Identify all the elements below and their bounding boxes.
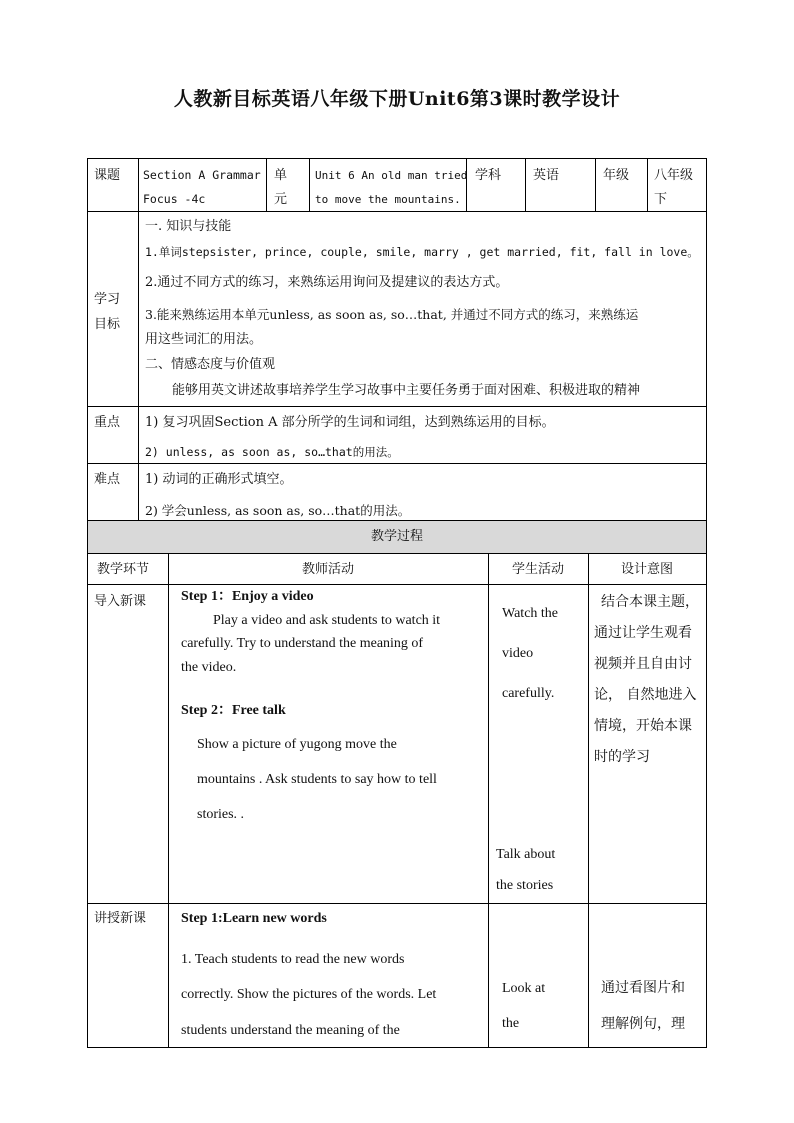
col-stage-header: 教学环节: [97, 562, 150, 577]
row1-step1-line: the video.: [181, 660, 237, 675]
row1-student-line: carefully.: [502, 686, 555, 701]
row1-student-line: Watch the: [502, 606, 559, 621]
row1-student-line: video: [502, 646, 534, 661]
row1-intent-line: 通过让学生观看: [594, 625, 692, 641]
difficulty-line1: 1) 动词的正确形式填空。: [145, 472, 293, 487]
table-line: [138, 158, 139, 520]
key-point-line2: 2) unless, as soon as, so…that的用法。: [145, 445, 399, 459]
row1-student-line: Talk about: [496, 847, 556, 862]
row2-student-line: Look at: [502, 981, 546, 996]
row1-intent-line: 结合本课主题，: [601, 594, 699, 610]
col-intent-header: 设计意图: [620, 562, 673, 577]
grade-value-line2: 下: [654, 192, 668, 207]
row1-step2-line: Show a picture of yugong move the: [197, 737, 397, 752]
col-student-header: 学生活动: [511, 562, 564, 577]
grade-label: 年级: [603, 168, 630, 183]
table-line: [87, 1047, 707, 1048]
table-line: [588, 553, 589, 1047]
table-line: [87, 584, 707, 585]
row1-stage: 导入新课: [94, 594, 147, 609]
objective-line: 2.通过不同方式的练习，来熟练运用询问及提建议的表达方式。: [145, 275, 509, 290]
unit-label-line2: 元: [274, 192, 288, 207]
row1-step1-title: Step 1：Enjoy a video: [181, 589, 314, 604]
row1-step1-line: carefully. Try to understand the meaning of: [181, 636, 424, 651]
row2-intent-line: 通过看图片和: [601, 980, 685, 996]
process-section-title: 教学过程: [370, 529, 423, 544]
row1-intent-line: 情境，开始本课: [594, 718, 692, 734]
col-teacher-header: 教师活动: [301, 562, 354, 577]
row2-student-line: the: [502, 1016, 520, 1031]
unit-value-line2: to move the mountains.: [315, 193, 461, 206]
row1-step2-title: Step 2：Free talk: [181, 703, 286, 718]
objective-line: 1.单词stepsister, prince, couple, smile, marry , get married, fit, fall in love。: [145, 245, 699, 259]
objectives-label-line1: 学习: [94, 292, 121, 307]
row2-step1-title: Step 1:Learn new words: [181, 911, 327, 926]
table-line: [488, 553, 489, 1047]
topic-value-line1: Section A Grammar: [143, 168, 261, 182]
unit-value-line1: Unit 6 An old man tried: [315, 169, 468, 182]
row2-intent-line: 理解例句，理: [601, 1016, 685, 1032]
row2-stage: 讲授新课: [94, 911, 147, 926]
objective-line: 用这些词汇的用法。: [145, 332, 263, 347]
row1-step2-line: mountains . Ask students to say how to tell: [197, 772, 437, 787]
row1-intent-line: 时的学习: [594, 749, 650, 765]
table-line: [266, 158, 267, 211]
grade-value-line1: 八年级: [654, 168, 694, 183]
subject-label: 学科: [475, 168, 502, 183]
topic-label: 课题: [94, 168, 121, 183]
row1-student-line: the stories: [496, 878, 554, 893]
page-title: 人教新目标英语八年级下册Unit6第3课时教学设计: [173, 88, 621, 110]
unit-label-line1: 单: [274, 168, 288, 183]
objective-line: 能够用英文讲述故事培养学生学习故事中主要任务勇于面对困难、积极进取的精神: [172, 383, 641, 398]
objective-line: 一. 知识与技能: [145, 219, 232, 234]
key-points-label: 重点: [94, 415, 121, 430]
subject-value: 英语: [533, 168, 560, 183]
row2-line: 1. Teach students to read the new words: [181, 952, 405, 967]
table-border-right: [706, 158, 707, 1048]
row1-step1-line: Play a video and ask students to watch it: [213, 613, 441, 628]
table-line: [168, 553, 169, 1047]
topic-value-line2: Focus -4c: [143, 192, 206, 206]
table-line: [525, 158, 526, 211]
objective-line: 3.能来熟练运用本单元unless, as soon as, so…that, 并通过不同方式的练习，来熟练运: [145, 307, 639, 322]
row2-line: correctly. Show the pictures of the words. Let: [181, 987, 437, 1002]
difficulties-label: 难点: [94, 472, 121, 487]
row1-intent-line: 论， 自然地进入: [594, 687, 697, 703]
key-point-line1: 1) 复习巩固Section A 部分所学的生词和词组，达到熟练运用的目标。: [145, 415, 555, 430]
table-line: [647, 158, 648, 211]
table-line: [87, 553, 707, 554]
objectives-label-line2: 目标: [94, 317, 121, 332]
table-line: [87, 903, 707, 904]
row2-line: students understand the meaning of the: [181, 1023, 400, 1038]
difficulty-line2: 2) 学会unless, as soon as, so…that的用法。: [145, 503, 411, 518]
table-line: [87, 158, 707, 159]
table-line: [87, 406, 707, 407]
table-line: [309, 158, 310, 211]
table-border-left: [87, 158, 88, 1048]
objective-line: 二、情感态度与价值观: [145, 357, 276, 372]
table-line: [595, 158, 596, 211]
row1-step2-line: stories. .: [197, 807, 245, 822]
row1-intent-line: 视频并且自由讨: [594, 656, 692, 672]
